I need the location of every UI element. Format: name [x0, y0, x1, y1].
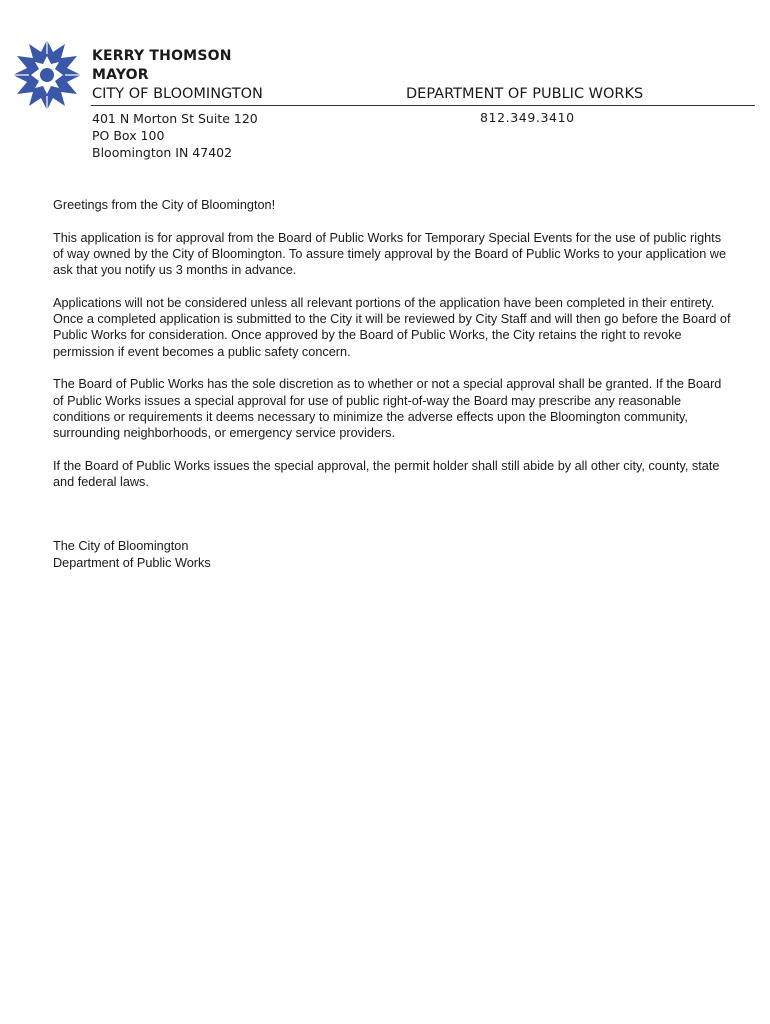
letter-body — [53, 197, 733, 571]
mayor-block — [92, 47, 232, 85]
address-line: PO Box 100 — [92, 128, 165, 143]
signature-line: The City of Bloomington — [53, 539, 189, 554]
city-name: CITY OF BLOOMINGTON — [92, 86, 263, 102]
paragraph: This application is for approval from the Board of Public Works for Temporary Special Events for the use of public rights of way owned by the City of Bloomington. To assure timely approval by the Board of Public Works to your application we ask that you notify us 3 months in advance. — [53, 230, 727, 278]
department-name: DEPARTMENT OF PUBLIC WORKS — [406, 86, 644, 102]
paragraph: The Board of Public Works has the sole discretion as to whether or not a special approval shall be granted. If the Board of Public Works issues a special approval for use of public right-of-way the Board may prescribe any reasonable conditions or requirements it deems necessary to minimize the adverse effects upon the Bloomington community, surrounding neighborhoods, or emergency service providers. — [53, 377, 722, 441]
address-block — [92, 110, 258, 161]
phone-number: 812.349.3410 — [480, 110, 575, 125]
paragraph: If the Board of Public Works issues the special approval, the permit holder shall still abide by all other city, county, state and federal laws. — [53, 458, 720, 490]
mayor-name: KERRY THOMSON — [92, 48, 232, 64]
signature-line: Department of Public Works — [53, 555, 211, 570]
mayor-title: MAYOR — [92, 67, 149, 83]
signature-block — [53, 538, 733, 571]
address-line: 401 N Morton St Suite 120 — [92, 111, 258, 126]
address-line: Bloomington IN 47402 — [92, 145, 233, 160]
paragraph: Applications will not be considered unless all relevant portions of the application have been completed in their entirety. Once a completed application is submitted to the City it will be reviewed by City Staff and will then go before the Board of Public Works for consideration. Once approved by the Board of Public Works, the City retains the right to revoke permission if event becomes a public safety concern. — [53, 295, 731, 359]
city-logo-icon — [13, 38, 81, 112]
header-rule — [91, 105, 755, 106]
greeting: Greetings from the City of Bloomington! — [53, 198, 276, 212]
